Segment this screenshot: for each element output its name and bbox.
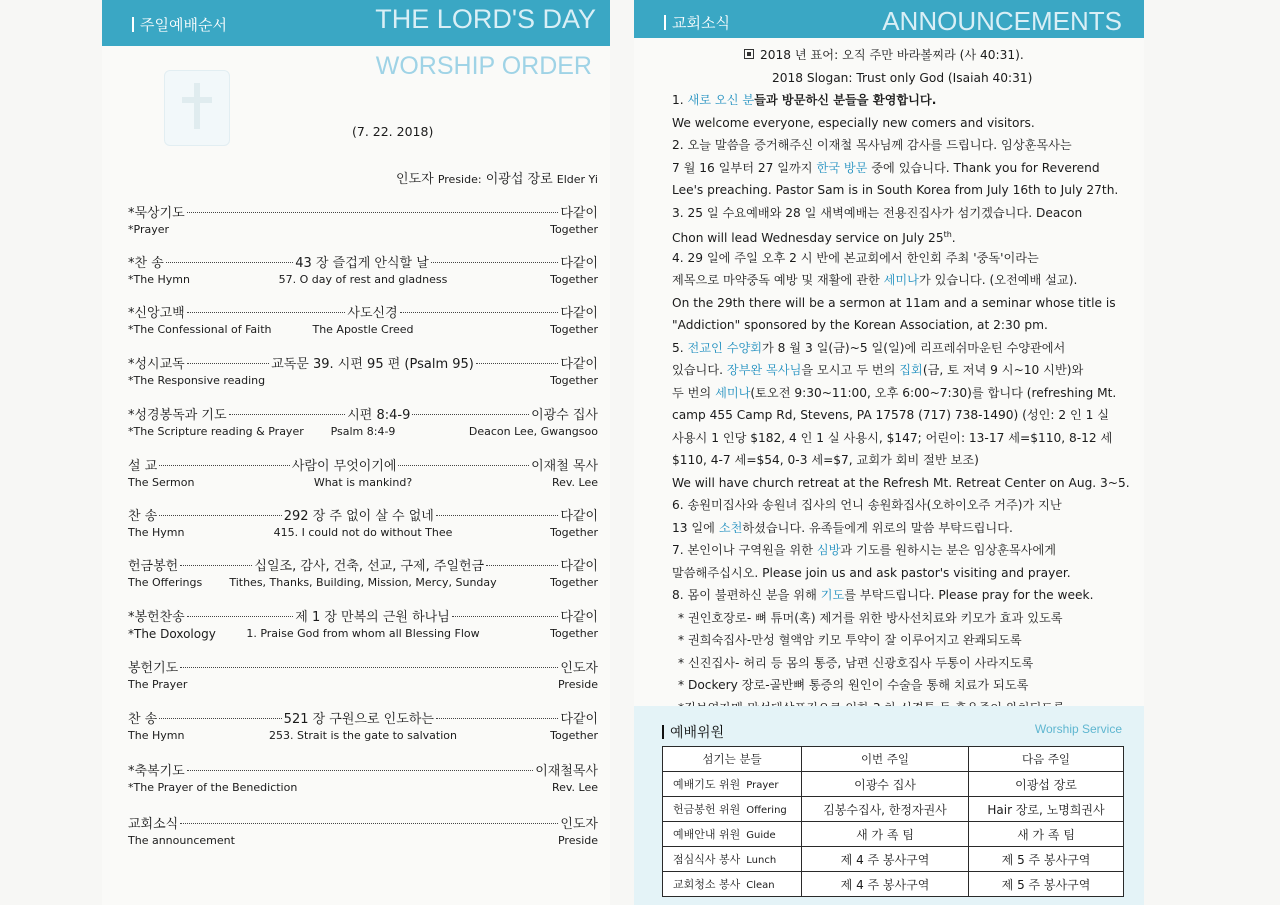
announcement-3-line2: Chon will lead Wednesday service on July 25th. <box>672 230 956 246</box>
order-item: *신앙고백 사도신경 다같이 *The Confessional of Faith The Apostle Creed Together <box>128 306 598 336</box>
announcement-5-line2: 있습니다. 장부완 목사님을 모시고 두 번의 집회(금, 토 저녁 9 시~10 시반)와 <box>672 363 1084 377</box>
slogan-ko: 2018 년 표어: 오직 주만 바라볼찌라 (사 40:31). <box>672 44 1142 67</box>
announcement-1: 1. 새로 오신 분들과 방문하신 분들을 환영합니다. <box>672 93 937 107</box>
order-item: *봉헌찬송 제 1 장 만복의 근원 하나님 다같이 *The Doxology 1. Praise God from whom all Blessing Flow Together <box>128 610 598 641</box>
page-subtitle: WORSHIP ORDER <box>375 52 592 80</box>
role-cell: 예배기도 위원 Prayer <box>663 772 802 797</box>
announcement-7-line2: 말씀해주십시오. Please join us and ask pastor's visiting and prayer. <box>672 565 1071 580</box>
this-week-cell: 제 4 주 봉사구역 <box>802 847 969 872</box>
role-cell: 점심식사 봉사 Lunch <box>663 847 802 872</box>
prayer-item: * 권인호장로- 뼈 튜머(혹) 제거를 위한 방사선치료와 키모가 효과 있도록 <box>678 610 1063 625</box>
table-row <box>663 872 1124 897</box>
announcement-4-line4: "Addiction" sponsored by the Korean Association, at 2:30 pm. <box>672 318 1048 332</box>
next-week-cell: 제 5 주 봉사구역 <box>969 847 1124 872</box>
worship-order-page <box>102 0 610 905</box>
announcement-4: 4. 29 일에 주일 오후 2 시 반에 본교회에서 한인회 주최 '중독'이라는 <box>672 250 1039 265</box>
order-item: *묵상기도 다같이 *Prayer Together <box>128 206 598 236</box>
announcement-7: 7. 본인이나 구역원을 위한 심방과 기도를 원하시는 분은 임상훈목사에게 <box>672 543 1057 557</box>
order-item: *성경봉독과 기도 시편 8:4-9 이광수 집사 *The Scripture reading & Prayer Psalm 8:4-9 Deacon Lee, Gwangsoo <box>128 408 598 438</box>
this-week-cell: 새 가 족 팀 <box>802 822 969 847</box>
prayer-item: * Dockery 장로-골반뼈 통증의 원인이 수술을 통해 치료가 되도록 <box>678 678 1029 692</box>
announcement-2-line2: 7 월 16 일부터 27 일까지 한국 방문 중에 있습니다. Thank you for Reverend <box>672 160 1100 175</box>
next-week-cell: 새 가 족 팀 <box>969 822 1124 847</box>
right-header-bar <box>634 0 1144 38</box>
order-item: 헌금봉헌 십일조, 감사, 건축, 선교, 구제, 주일헌금 다같이 The Offerings Tithes, Thanks, Building, Mission, Mercy, Sunday Together <box>128 559 598 589</box>
worship-service-table <box>662 746 1124 897</box>
section-label-en: Worship Service <box>1034 722 1122 736</box>
table-header-row <box>663 747 1124 772</box>
announcement-8: 8. 몸이 불편하신 분을 위해 기도를 부탁드립니다. Please pray for the week. <box>672 588 1094 602</box>
checkbox-square-icon <box>744 49 754 59</box>
order-item: 교회소식 인도자 The announcement Preside <box>128 817 598 847</box>
this-week-cell: 이광수 집사 <box>802 772 969 797</box>
prayer-item: * 신진집사- 허리 등 몸의 통증, 남편 신광호집사 두통이 사라지도록 <box>678 655 1034 670</box>
order-item: 봉헌기도 인도자 The Prayer Preside <box>128 661 598 691</box>
worship-service-section <box>634 706 1144 905</box>
role-cell: 예배안내 위원 Guide <box>663 822 802 847</box>
column-header: 이번 주일 <box>802 747 969 772</box>
announcement-3: 3. 25 일 수요예배와 28 일 새벽예배는 전용진집사가 섬기겠습니다. Deacon <box>672 205 1083 220</box>
table-row <box>663 822 1124 847</box>
announcement-2: 2. 오늘 말씀을 증거해주신 이재철 목사님께 감사를 드립니다. 임상훈목사는 <box>672 138 1072 152</box>
announcement-4-line2: 제목으로 마약중독 예방 및 재활에 관한 세미나가 있습니다. (오전예배 설교). <box>672 273 1078 287</box>
order-item: *성시교독 교독문 39. 시편 95 편 (Psalm 95) 다같이 *The Responsive reading Together <box>128 357 598 387</box>
announcement-6-line2: 13 일에 소천하셨습니다. 유족들에게 위로의 말씀 부탁드립니다. <box>672 520 1013 535</box>
order-item: 설 교 사람이 무엇이기에 이재철 목사 The Sermon What is mankind? Rev. Lee <box>128 459 599 489</box>
left-header-bar <box>102 0 610 46</box>
section-label: 예배위원 <box>662 722 724 742</box>
table-row <box>663 772 1124 797</box>
cross-icon <box>164 70 230 146</box>
announcements-body <box>672 44 1142 719</box>
page-title: THE LORD'S DAY <box>375 4 596 34</box>
section-label: 교회소식 <box>664 12 730 33</box>
order-item: 찬 송 521 장 구원으로 인도하는 다같이 The Hymn 253. Strait is the gate to salvation Together <box>128 712 599 742</box>
role-cell: 헌금봉헌 위원 Offering <box>663 797 802 822</box>
this-week-cell: 제 4 주 봉사구역 <box>802 872 969 897</box>
this-week-cell: 김봉수집사, 한정자권사 <box>802 797 969 822</box>
table-row <box>663 797 1124 822</box>
announcement-5-line4: camp 455 Camp Rd, Stevens, PA 17578 (717) 738-1490) (성인: 2 인 1 실 <box>672 408 1110 422</box>
announcement-2-line3: Lee's preaching. Pastor Sam is in South Korea from July 16th to July 27th. <box>672 183 1119 197</box>
order-item: *찬 송 43 장 즐겁게 안식할 날 다같이 *The Hymn 57. O day of rest and gladness Together <box>128 256 599 286</box>
page-title: ANNOUNCEMENTS <box>882 6 1122 36</box>
prayer-item: * 권희숙집사-만성 혈액암 키모 투약이 잘 이루어지고 완쾌되도록 <box>678 633 1022 647</box>
announcement-5-line6: $110, 4-7 세=$54, 0-3 세=$7, 교회가 회비 절반 보조) <box>672 453 979 467</box>
column-header: 다음 주일 <box>969 747 1124 772</box>
section-label: 주일예배순서 <box>132 14 227 35</box>
role-cell: 교회청소 봉사 Clean <box>663 872 802 897</box>
service-date: (7. 22. 2018) <box>352 124 434 139</box>
announcement-1-en: We welcome everyone, especially new comers and visitors. <box>672 115 1035 130</box>
column-header: 섬기는 분들 <box>663 747 802 772</box>
presider-line: 인도자 Preside: 이광섭 장로 Elder Yi <box>396 172 598 187</box>
next-week-cell: 이광섭 장로 <box>969 772 1124 797</box>
next-week-cell: 제 5 주 봉사구역 <box>969 872 1124 897</box>
next-week-cell: Hair 장로, 노명희권사 <box>969 797 1124 822</box>
order-item: 찬 송 292 장 주 없이 살 수 없네 다같이 The Hymn 415. I could not do without Thee Together <box>128 509 599 539</box>
table-row <box>663 847 1124 872</box>
announcement-5-line7: We will have church retreat at the Refresh Mt. Retreat Center on Aug. 3~5. <box>672 475 1130 490</box>
announcement-5-line5: 사용시 1 인당 $182, 4 인 1 실 사용시, $147; 어린이: 13-17 세=$110, 8-12 세 <box>672 430 1113 445</box>
announcement-4-line3: On the 29th there will be a sermon at 11am and a seminar whose title is <box>672 295 1116 310</box>
announcement-5-line3: 두 번의 세미나(토오전 9:30~11:00, 오후 6:00~7:30)를 합니다 (refreshing Mt. <box>672 385 1117 400</box>
announcements-page <box>634 0 1144 905</box>
announcement-6: 6. 송원미집사와 송원녀 집사의 언니 송원화집사(오하이오주 거주)가 지난 <box>672 498 1062 512</box>
announcement-5: 5. 전교인 수양회가 8 월 3 일(금)~5 일(일)에 리프레쉬마운틴 수양관에서 <box>672 340 1066 355</box>
order-item: *축복기도 이재철목사 *The Prayer of the Benediction Rev. Lee <box>128 764 598 794</box>
slogan-en: 2018 Slogan: Trust only God (Isaiah 40:31) <box>772 70 1033 85</box>
